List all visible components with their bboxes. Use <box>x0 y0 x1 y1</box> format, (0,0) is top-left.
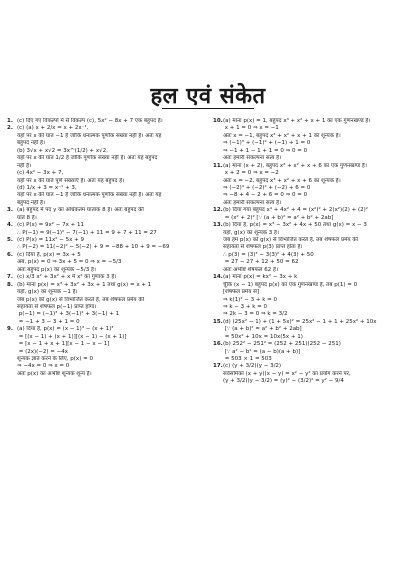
solution-line <box>7 252 200 259</box>
solution-line <box>7 237 200 244</box>
solution-line <box>7 185 200 192</box>
solution-text: अतः अभीष्ट शेषफल 62 है। <box>223 266 279 273</box>
solution-line <box>7 371 200 378</box>
solution-text: (c) x/3 x² + 3x² + x में x² का गुणांक 3 है। <box>17 274 117 281</box>
solution-text: यहाँ, g(x) का शून्यक 3 है। <box>223 229 279 236</box>
solution-text: = [(x − 1) + (x + 1)][(x − 1) − (x + 1)] <box>17 333 127 340</box>
question-number: 10. <box>213 118 223 124</box>
solution-text: नहीं है। <box>17 162 32 169</box>
solution-line <box>7 163 200 170</box>
solution-text: सहायता से शेषफल p(3) प्राप्त होता है। <box>223 244 303 251</box>
solution-line <box>213 125 410 132</box>
solution-text: अतः बहुपद p(x) का शून्यक −5/3 है। <box>17 266 96 273</box>
solution-line <box>7 125 200 132</box>
solution-line <box>213 200 410 207</box>
solution-line <box>213 170 410 177</box>
solution-text: = 503 × 1 = 503 <box>223 356 272 362</box>
question-number: 14. <box>213 274 223 281</box>
solution-text: = 50x² + 10x = 10x(5x + 1) <box>223 333 303 340</box>
solution-text: (b) 3√x + x√2 = 3x^(1/2) + x√2, <box>17 147 108 154</box>
solution-text: (c) P(x) = 9x² − 7x + 11 <box>17 222 84 229</box>
solution-line <box>213 319 410 326</box>
solution-line <box>213 230 410 237</box>
solution-line <box>213 244 410 251</box>
solution-text: (b) दिया है, p(x) = x³ − 3x² + 4x + 50 तथा g(x) = x − 3 <box>223 222 367 229</box>
solution-line <box>7 222 200 229</box>
solution-text: ∴ p(3) = (3)³ − 3(3)² + 4(3) + 50 <box>223 251 314 258</box>
solution-text: घात 8 है। <box>17 214 37 221</box>
solution-text: (c) P(x) = 11x² − 5x + 9 <box>17 237 84 243</box>
solution-line <box>213 334 410 341</box>
solution-line <box>7 148 200 155</box>
solution-line <box>7 215 200 222</box>
solution-line <box>7 349 200 356</box>
solution-text: (d) (25x² − 1) + (1 + 5x)² = 25x² − 1 + 1 + 25x² + 10x <box>223 318 377 325</box>
solution-line <box>213 363 410 370</box>
solution-line <box>213 326 410 333</box>
solution-text: बहुपद नहीं है। <box>17 140 46 147</box>
solution-text: p(−1) = (−1)³ + 3(−1)² + 3(−1) + 1 <box>17 311 120 318</box>
solution-line <box>213 133 410 140</box>
solution-text: यहाँ पर x की घात −1 है जोकि धनात्मक पूर्णांक संख्या नहीं है। अतः यह <box>17 192 162 199</box>
solution-line <box>7 304 200 311</box>
title-underline <box>162 108 254 109</box>
solution-text: यहाँ पर x की घात 1/2 है जोकि पूर्णांक संख्या नहीं है। अतः यह बहुपद <box>17 155 158 162</box>
solution-line <box>213 341 410 348</box>
solution-text: (y + 3/2)(y − 3/2) = (y)² − (3/2)² = y² − 9/4 <box>223 378 344 385</box>
solution-line <box>213 304 410 311</box>
solution-line <box>213 267 410 274</box>
solution-text: अतः हमारी संकल्पना सत्य है। <box>223 199 282 206</box>
solution-text: x + 1 = 0 ⇒ x = −1 <box>223 125 279 132</box>
solution-text: (c) (y + 3/2)(y − 3/2) <box>223 363 282 370</box>
question-number: 8. <box>7 281 13 288</box>
solution-text: यहाँ, g(x) का शून्यक −1 है। <box>17 289 78 296</box>
question-number: 1. <box>7 118 13 124</box>
solution-line <box>213 349 410 356</box>
solution-line <box>213 356 410 363</box>
solution-text: = −1 + 3 − 3 + 1 = 0 <box>17 318 80 325</box>
solution-line <box>7 356 200 363</box>
solution-text: (a) माना p(x) = kx² − 3x + k <box>223 274 298 281</box>
question-number: 7. <box>7 274 13 281</box>
solution-text: अतः x = −1, बहुपद x³ + x² + x + 1 का शून्यक है। <box>223 132 341 139</box>
solution-line <box>213 118 410 125</box>
solution-line <box>7 311 200 318</box>
question-number: 17. <box>213 363 223 370</box>
solution-text: = (x² + 2)² [∵ (a + b)² = a² + b² + 2ab] <box>223 214 334 221</box>
solution-line <box>213 259 410 266</box>
solution-line <box>213 222 410 229</box>
solution-text: ∴ P(−1) = 9(−1)² − 7(−1) + 11 = 9 + 7 + 11 = 27 <box>17 229 157 236</box>
solution-text: (d) 1/x + 3 = x⁻¹ + 3, <box>17 184 77 191</box>
solution-text: ⇒ (−2)³ + (−2)² + (−2) + 6 = 0 <box>223 184 311 191</box>
solution-text: ⇒ −1 + 1 − 1 + 1 = 0 ⇒ 0 = 0 <box>223 147 308 154</box>
solution-text: ⇒ k − 3 + k = 0 <box>223 303 268 310</box>
solution-line <box>7 282 200 289</box>
solution-line <box>213 215 410 222</box>
solution-line <box>7 192 200 199</box>
solution-line <box>7 274 200 281</box>
solution-line <box>213 237 410 244</box>
solution-text: [शेषफल प्रमेय से] <box>223 289 260 296</box>
solution-line <box>7 297 200 304</box>
solution-line <box>7 155 200 162</box>
solution-text: (b) माना p(x) = x³ + 3x² + 3x + 1 तथा g(x) = x + 1 <box>17 281 152 288</box>
question-number: 2. <box>7 125 13 132</box>
solution-line <box>213 148 410 155</box>
solution-line <box>213 163 410 170</box>
solution-text: ⇒ −8 + 4 − 2 + 6 = 0 ⇒ 0 = 0 <box>223 192 308 199</box>
left-column <box>7 118 200 378</box>
solution-text: (c) दिया है, p(x) = 3x + 5 <box>17 251 81 258</box>
question-number: 4. <box>7 222 13 229</box>
solution-line <box>7 289 200 296</box>
solution-text: अब, p(x) = 0 ⇒ 3x + 5 = 0 ⇒ x = −5/3 <box>17 259 122 266</box>
solution-text: (c) दिए गए विकल्पों में से विकल्प (c), 5x² − 8x + 7 एक बहुपद है। <box>17 118 163 124</box>
solution-line <box>213 289 410 296</box>
solution-line <box>7 140 200 147</box>
solution-line <box>7 170 200 177</box>
solution-text: = [x − 1 + x + 1][x − 1 − x − 1] <box>17 341 110 348</box>
solution-line <box>7 118 200 125</box>
question-number: 15. <box>213 318 223 325</box>
solution-text: (a) बहुपद में पद y का अधिकतम घातांक 8 है। अतः बहुपद की <box>17 207 144 214</box>
solution-line <box>7 230 200 237</box>
question-number: 6. <box>7 251 13 258</box>
right-column <box>213 118 410 386</box>
solution-text: [∵ a² − b² = (a − b)(a + b)] <box>223 348 301 355</box>
solution-line <box>7 207 200 214</box>
solution-line <box>7 178 200 185</box>
solution-text: सर्वसमिका (x + y)(x − y) = x² − y² का प्रयोग करने पर, <box>223 370 351 377</box>
solution-line <box>7 133 200 140</box>
solution-line <box>213 378 410 385</box>
solution-text: ⇒ k(1)² − 3 + k = 0 <box>223 296 278 303</box>
solution-line <box>213 140 410 147</box>
solution-line <box>7 200 200 207</box>
solution-text: (c) 4x² − 3x + 7, <box>17 170 64 177</box>
solution-line <box>213 207 410 214</box>
page-title: हल एवं संकेत <box>150 84 266 109</box>
solution-text: (a) दिया है, p(x) = (x − 1)³ − (x + 1)³ <box>17 326 114 333</box>
solution-text: अतः x = −2, बहुपद x³ + x² + x + 6 का शून्यक है। <box>223 177 341 184</box>
solution-line <box>7 363 200 370</box>
solution-line <box>213 311 410 318</box>
solution-text: सहायता से शेषफल p(−1) प्राप्त होगा। <box>17 303 97 310</box>
solution-text: (a) माना p(x) = 1, बहुपद x³ + x² + x + 1 का एक गुणनखण्ड है। <box>223 118 371 124</box>
solution-line <box>213 192 410 199</box>
solution-text: जब हम p(x) को g(x) से विभाजित करते हैं, तब शेषफल प्रमेय की <box>223 237 358 243</box>
solution-text: ⇒ 2k − 3 = 0 ⇒ k = 3/2 <box>223 311 288 318</box>
solution-text: बहुपद नहीं है। <box>17 199 46 206</box>
solution-line <box>213 252 410 259</box>
question-number: 3. <box>7 207 13 214</box>
question-number: 12. <box>213 207 223 214</box>
solution-text: [∵ (a + b)² = a² + b² + 2ab] <box>223 326 302 333</box>
solution-text: (c) (a) x + 2/x = x + 2x⁻¹, <box>17 125 89 132</box>
solution-line <box>7 326 200 333</box>
solution-text: यहाँ पर x की घातें पूर्ण संख्याएँ हैं। अतः यह बहुपद है। <box>17 177 125 184</box>
solution-text: ⇒ (−1)³ + (−1)² + (−1) + 1 = 0 <box>223 140 311 147</box>
question-number: 5. <box>7 237 13 243</box>
solution-text: = 27 − 27 + 12 + 50 = 62 <box>223 259 299 266</box>
solution-text: (a) माना (x + 2), बहुपद x³ + x² + x + 6 का एक गुणनखण्ड है। <box>223 162 367 169</box>
question-number: 11. <box>213 162 223 169</box>
solution-line <box>213 155 410 162</box>
solution-text: शून्यक ज्ञात करने के लिए, p(x) = 0 <box>17 356 93 362</box>
question-number: 13. <box>213 222 223 229</box>
solution-text: अतः p(x) का अभीष्ट शून्यक शून्य है। <box>17 370 92 377</box>
solution-text: जब p(x) को g(x) से विभाजित करते हैं, तब शेषफल प्रमेय की <box>17 296 145 303</box>
solution-text: अतः हमारी संकल्पना सत्य है। <box>223 155 282 162</box>
solution-line <box>213 282 410 289</box>
solution-text: (b) 252² − 251² = (252 + 251)(252 − 251) <box>223 341 341 348</box>
solution-line <box>7 267 200 274</box>
solution-text: = (2x)(−2) = −4x <box>17 348 69 355</box>
solution-line <box>213 274 410 281</box>
solution-line <box>213 178 410 185</box>
solution-line <box>7 319 200 326</box>
solution-text: यहाँ पर x की घात −1 है जोकि धनात्मक पूर्णांक संख्या नहीं है। अतः यह <box>17 132 162 139</box>
solution-line <box>7 259 200 266</box>
solution-line <box>213 185 410 192</box>
solution-line <box>213 371 410 378</box>
solution-text: x + 2 = 0 ⇒ x = −2 <box>223 170 279 177</box>
solution-line <box>7 334 200 341</box>
solution-line <box>7 244 200 251</box>
solution-text: (b) दिया गया बहुपद x⁴ + 4x² + 4 = (x²)² + 2(x²)(2) + (2)² <box>223 207 368 214</box>
question-number: 16. <box>213 341 223 348</box>
solution-text: चूँकि (x − 1) बहुपद p(x) का एक गुणनखण्ड है, तब p(1) = 0 <box>223 281 358 288</box>
solution-text: ⇒ −4x = 0 ⇒ x = 0 <box>17 363 70 370</box>
question-number: 9. <box>7 326 13 333</box>
solution-line <box>213 297 410 304</box>
solution-line <box>7 341 200 348</box>
solution-text: ∴ P(−2) = 11(−2)² − 5(−2) + 9 = −88 + 10 + 9 = −69 <box>17 244 170 251</box>
